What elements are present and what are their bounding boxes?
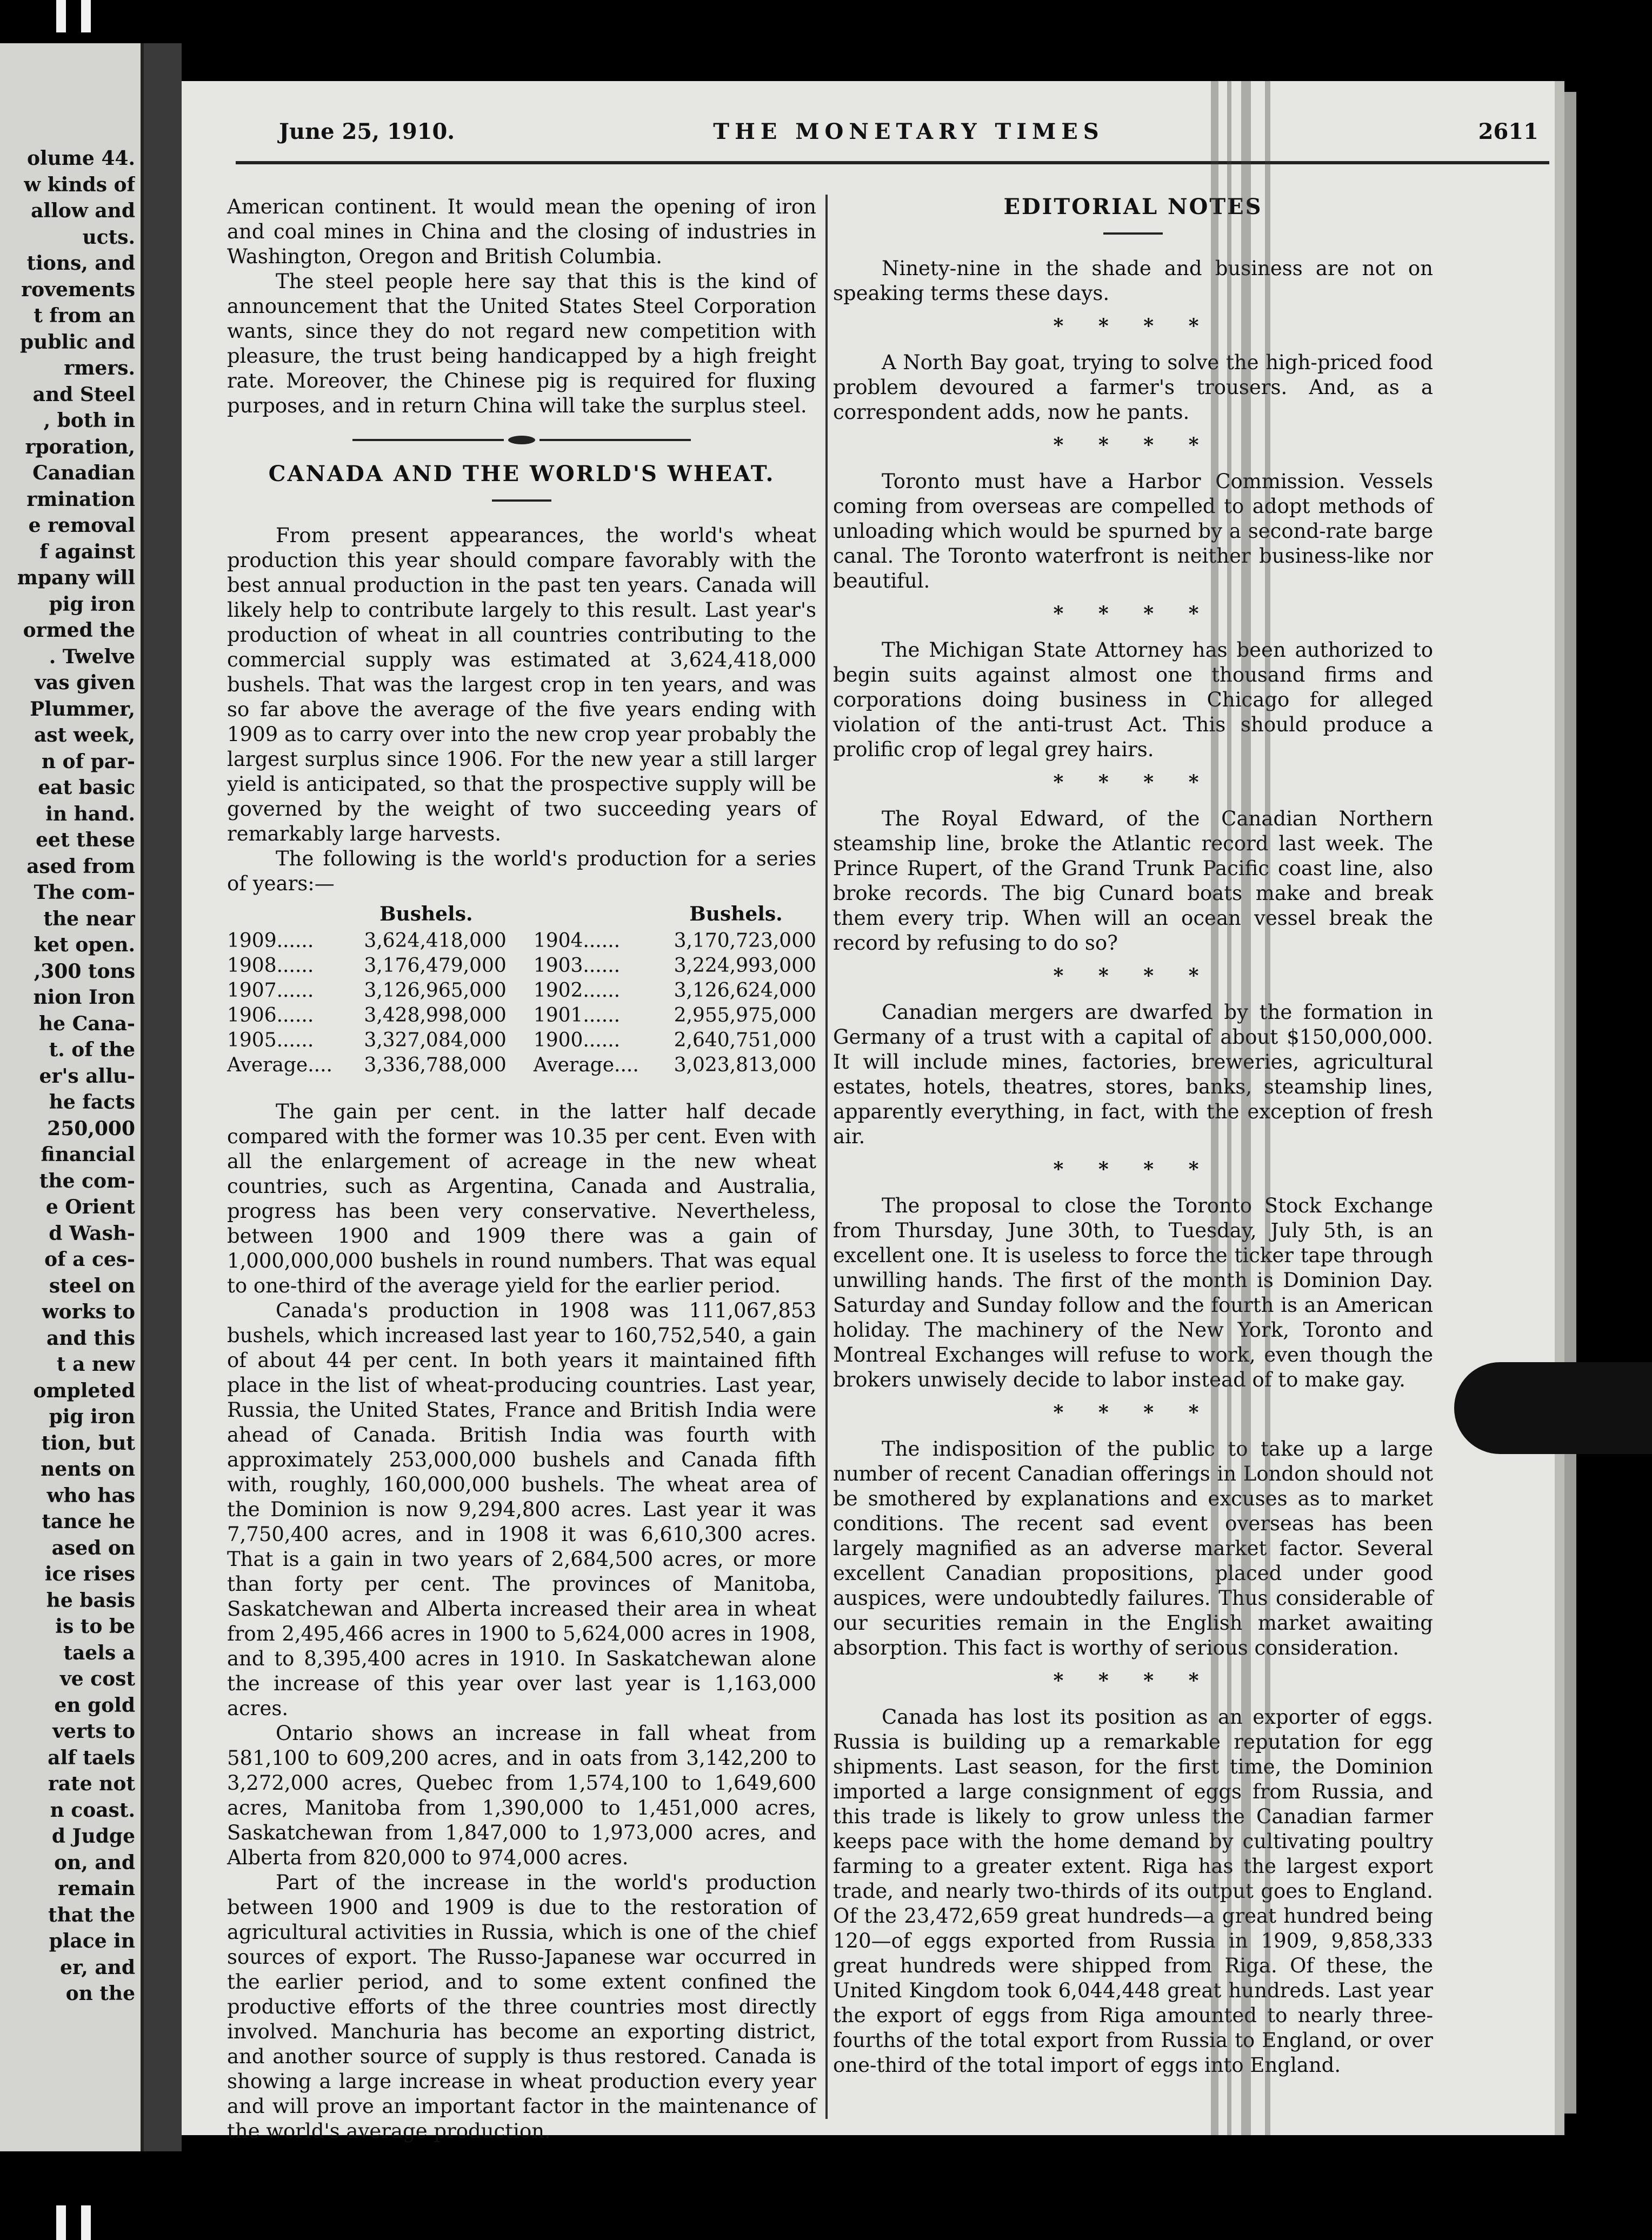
facing-page-text: ormed the <box>23 619 135 642</box>
facing-page-text: who has <box>46 1484 135 1507</box>
year-cell: 1906...... <box>227 1004 314 1026</box>
facing-page-text: pig iron <box>49 592 135 616</box>
film-mark-top <box>81 0 91 32</box>
continued-paragraph: American continent. It would mean the opening of iron and coal mines in China and the closing of industries in Washington, Oregon and British Columbia. <box>227 195 816 268</box>
facing-page-text: vas given <box>35 671 135 694</box>
issue-date: June 25, 1910. <box>279 119 455 144</box>
facing-page-text: works to <box>42 1301 135 1323</box>
value-cell: 3,624,418,000 <box>364 930 507 952</box>
paragraph: The gain per cent. in the latter half decade compared with the former was 10.35 per cent. Even with all the enlargement of acreage in the new wheat countries, such as Argentina, Canada and Australia, progress has been very conservative. Nevertheless, between 1900 and 1909 there was a gain of 1,000,000,000 bushels in round numbers. That was equal to one-third of the average yield for the earlier period. <box>227 1100 816 1297</box>
column-divider <box>825 195 828 2119</box>
film-mark-bottom <box>81 2205 91 2240</box>
book-gutter <box>144 43 182 2151</box>
value-cell: 3,224,993,000 <box>674 955 816 977</box>
scan-streak <box>1265 81 1270 2135</box>
facing-page-text: olume 44. <box>26 147 135 170</box>
year-cell: Average.... <box>227 1054 332 1076</box>
year-cell: 1904...... <box>533 930 621 952</box>
editorial-note: Canadian mergers are dwarfed by the formation in Germany of a trust with a capital of about $150,000,000. It will include mines, factories, breweries, agricultural estates, hotels, theatres, stores, banks, steamship lines, apparently everything, in fact, with the exception of fresh air. <box>833 1001 1433 1148</box>
facing-page-text: rmination <box>26 488 135 511</box>
heading-rule <box>492 499 551 502</box>
facing-page-text: he facts <box>49 1091 135 1114</box>
facing-page-text: rovements <box>21 278 135 301</box>
facing-page-text: that the <box>48 1903 135 1926</box>
facing-page-text: n coast. <box>50 1798 135 1822</box>
facing-page-text: the near <box>43 907 135 930</box>
value-cell: 3,336,788,000 <box>364 1054 507 1076</box>
facing-page-fragment <box>0 43 144 2151</box>
facing-page-text: the com- <box>39 1169 135 1192</box>
year-cell: Average.... <box>533 1054 639 1076</box>
star-separator: * * * * <box>1053 602 1213 625</box>
facing-page-text: tion, but <box>41 1431 135 1455</box>
editorial-note: The Royal Edward, of the Canadian Northern steamship line, broke the Atlantic record last week. The Prince Rupert, of the Grand Trunk Pacific coast line, also broke records. The big Cunard boats make and break them every trip. When will an ocean vessel break the record by refusing to do so? <box>833 807 1433 955</box>
table-row <box>227 978 816 1003</box>
facing-page-text: alf taels <box>48 1746 135 1769</box>
facing-page-text: ,300 tons <box>34 959 135 983</box>
facing-page-text: on the <box>65 1982 135 2005</box>
star-separator: * * * * <box>1053 1158 1213 1181</box>
newspaper-page <box>182 81 1564 2143</box>
star-separator: * * * * <box>1053 434 1213 456</box>
heading-rule <box>1103 232 1163 235</box>
facing-page-text: and this <box>46 1326 135 1350</box>
facing-page-text: remain <box>57 1877 135 1900</box>
film-mark-bottom <box>56 2205 66 2240</box>
publication-title: THE MONETARY TIMES <box>713 119 1104 144</box>
facing-page-text: he Cana- <box>38 1012 135 1035</box>
facing-page-text: eat basic <box>38 776 135 799</box>
value-cell: 3,126,965,000 <box>364 979 507 1002</box>
facing-page-text: ased from <box>26 855 135 878</box>
facing-page-text: rmers. <box>64 357 135 379</box>
facing-page-text: t a new <box>56 1353 135 1376</box>
right-column <box>833 195 1433 2078</box>
facing-page-text: place in <box>49 1930 135 1952</box>
facing-page-text: allow and <box>31 199 135 222</box>
column-header: Bushels. <box>379 903 473 925</box>
value-cell: 3,327,084,000 <box>364 1029 507 1051</box>
scan-streak <box>1211 81 1218 2135</box>
table-row <box>227 954 816 978</box>
table-row <box>227 1053 816 1078</box>
facing-page-text: en gold <box>54 1694 135 1717</box>
facing-page-text: ice rises <box>44 1563 135 1585</box>
article-heading: CANADA AND THE WORLD'S WHEAT. <box>268 461 775 486</box>
facing-page-text: t. of the <box>49 1038 135 1061</box>
value-cell: 3,023,813,000 <box>674 1054 816 1076</box>
value-cell: 2,640,751,000 <box>674 1029 816 1051</box>
facing-page-text: e Orient <box>45 1196 135 1218</box>
facing-page-text: nents on <box>41 1458 135 1481</box>
year-cell: 1901...... <box>533 1004 621 1026</box>
facing-page-text: public and <box>20 330 135 354</box>
facing-page-text: d Judge <box>51 1825 135 1848</box>
left-column <box>227 195 816 2144</box>
facing-page-text: eet these <box>36 829 135 851</box>
facing-page-text: n of par- <box>41 750 135 773</box>
facing-page-text: Canadian <box>32 462 135 484</box>
star-separator: * * * * <box>1053 1669 1213 1692</box>
facing-page-text: nion Iron <box>33 986 135 1009</box>
thumb-shadow <box>1454 1362 1652 1454</box>
editorial-note: A North Bay goat, trying to solve the high-priced food problem devoured a farmer's trousers. And, as a correspondent adds, now he pants. <box>833 351 1433 424</box>
editorial-note: The Michigan State Attorney has been authorized to begin suits against almost one thousand firms and corporations doing business in Chicago for alleged violation of the anti-trust Act. This should produce a prolific crop of legal grey hairs. <box>833 638 1433 761</box>
year-cell: 1903...... <box>533 955 621 977</box>
table-row <box>227 929 816 954</box>
facing-page-text: e removal <box>28 514 135 537</box>
facing-page-text: t from an <box>34 304 135 327</box>
facing-page-text: The com- <box>34 881 135 904</box>
facing-page-text: ased on <box>51 1536 135 1559</box>
page-header <box>279 119 1538 162</box>
year-cell: 1905...... <box>227 1029 314 1051</box>
section-ornament <box>227 426 816 451</box>
facing-page-text: Plummer, <box>30 697 135 721</box>
table-row <box>227 1003 816 1028</box>
star-separator: * * * * <box>1053 964 1213 987</box>
scan-streak <box>1227 81 1231 2135</box>
editorial-note: Canada has lost its position as an exporter of eggs. Russia is building up a remarkable reputation for egg shipments. Last season, for the first time, the Dominion imported a large consignment of eggs from Russia, and this trade is likely to grow unless the Canadian farmer keeps pace with the home demand by cultivating poultry farming to a greater extent. Riga has the largest export trade, and nearly two-thirds of its output goes to England. Of the 23,472,659 great hundreds—a great hundred being 120—of eggs exported from Russia in 1909, 9,858,333 great hundreds were shipped from Riga. Of these, the United Kingdom took 6,044,448 great hundreds. Last year the export of eggs from Riga amounted to nearly three-fourths of the total export from Russia to England, or over one-third of the total import of eggs into England. <box>833 1705 1433 2077</box>
year-cell: 1908...... <box>227 955 314 977</box>
facing-page-text: he basis <box>46 1589 135 1612</box>
facing-page-text: is to be <box>55 1615 135 1638</box>
year-cell: 1907...... <box>227 979 314 1002</box>
facing-page-text: rporation, <box>25 435 135 458</box>
star-separator: * * * * <box>1053 315 1213 337</box>
editorial-notes-heading: EDITORIAL NOTES <box>1003 194 1263 219</box>
star-separator: * * * * <box>1053 1401 1213 1424</box>
facing-page-text: ast week, <box>34 724 135 746</box>
star-separator: * * * * <box>1053 771 1213 794</box>
value-cell: 2,955,975,000 <box>674 1004 816 1026</box>
facing-page-text: tance he <box>42 1510 135 1533</box>
paragraph: The steel people here say that this is the kind of announcement that the United States Steel Corporation wants, since they do not regard new competition with pleasure, the trust being handicapped by a high freight rate. Moreover, the Chinese pig is required for fluxing purposes, and in return China will take the surplus steel. <box>227 270 816 417</box>
value-cell: 3,170,723,000 <box>674 930 816 952</box>
editorial-note: The proposal to close the Toronto Stock Exchange from Thursday, June 30th, to Tuesday, July 5th, is an excellent one. It is useless to force the ticker tape through unwilling hands. The first of the month is Dominion Day. Saturday and Sunday follow and the fourth is an American holiday. The machinery of the New York, Toronto and Montreal Exchanges will refuse to work, even though the brokers unwisely decide to labor instead of to make gay. <box>833 1194 1433 1391</box>
facing-page-text: and Steel <box>32 383 135 406</box>
facing-page-text: rate not <box>48 1772 135 1795</box>
header-rule <box>236 161 1549 164</box>
value-cell: 3,126,624,000 <box>674 979 816 1002</box>
facing-page-text: financial <box>41 1143 135 1166</box>
facing-page-text: er's allu- <box>39 1064 135 1088</box>
facing-page-text: in hand. <box>45 802 135 825</box>
paragraph: Canada's production in 1908 was 111,067,853 bushels, which increased last year to 160,752,540, a gain of about 44 per cent. In both years it maintained fifth place in the list of wheat-producing countries. Last year, Russia, the United States, France and British India were ahead of Canada. British India was fourth with approximately 253,000,000 bushels and Canada fifth with, roughly, 160,000,000 bushels. The wheat area of the Dominion is now 9,294,800 acres. Last year it was 7,750,400 acres, and in 1908 it was 6,610,300 acres. That is a gain in two years of 2,684,500 acres, or more than forty per cent. The provinces of Manitoba, Saskatchewan and Alberta increased their area in wheat from 2,495,466 acres in 1900 to 5,624,000 acres in 1908, and to 8,395,400 acres in 1910. In Saskatchewan alone the increase of this year over last year is 1,163,000 acres. <box>227 1299 816 1720</box>
scan-streak <box>1241 81 1251 2135</box>
year-cell: 1900...... <box>533 1029 621 1051</box>
wheat-production-table <box>227 899 816 1078</box>
editorial-note: The indisposition of the public to take up a large number of recent Canadian offerings in London should not be smothered by explanations and excuses as to market conditions. The recent sad event overseas has been largely magnified as an adverse market factor. Several excellent Canadian propositions, placed under good auspices, were undoubtedly failures. Thus considerable of our securities remain in the English market awaiting absorption. This fact is worthy of serious consideration. <box>833 1437 1433 1659</box>
facing-page-text: , both in <box>43 409 135 432</box>
facing-page-text: er, and <box>60 1956 135 1979</box>
page-number: 2611 <box>1478 119 1538 144</box>
facing-page-text: d Wash- <box>49 1222 135 1245</box>
paragraph: Ontario shows an increase in fall wheat from 581,100 to 609,200 acres, and in oats from 3,142,200 to 3,272,000 acres, Quebec from 1,574,100 to 1,649,600 acres, Manitoba from 1,390,000 to 1,451,000 acres, Saskatchewan from 1,847,000 to 1,973,000 acres, and Alberta from 820,000 to 974,000 acres. <box>227 1722 816 1869</box>
facing-page-text: ompleted <box>33 1379 135 1402</box>
facing-page-text: verts to <box>52 1720 135 1743</box>
year-cell: 1909...... <box>227 930 314 952</box>
facing-page-text: pig iron <box>49 1405 135 1428</box>
value-cell: 3,176,479,000 <box>364 955 507 977</box>
facing-page-text: ve cost <box>59 1668 135 1690</box>
facing-page-text: of a ces- <box>44 1248 135 1271</box>
paragraph: From present appearances, the world's wheat production this year should compare favorably with the best annual production in the past ten years. Canada will likely help to contribute largely to this result. Last year's production of wheat in all countries contributing to the commercial supply was estimated at 3,624,418,000 bushels. That was the largest crop in ten years, and was so far above the average of the five years ending with 1909 as to carry over into the new crop year probably the largest surplus since 1906. For the new year a still larger yield is anticipated, so that the prospective supply will be governed by the weight of two succeeding years of remarkably large harvests. <box>227 524 816 845</box>
facing-page-text: w kinds of <box>24 173 135 196</box>
editorial-note: Ninety-nine in the shade and business are not on speaking terms these days. <box>833 257 1433 305</box>
value-cell: 3,428,998,000 <box>364 1004 507 1026</box>
facing-page-text: mpany will <box>17 566 135 589</box>
facing-page-text: ket open. <box>34 934 135 956</box>
facing-page-text: taels a <box>63 1641 135 1664</box>
film-mark-top <box>56 0 66 32</box>
facing-page-text: steel on <box>49 1274 135 1297</box>
column-header: Bushels. <box>689 903 783 925</box>
facing-page-text: on, and <box>54 1851 135 1874</box>
facing-page-text: ucts. <box>82 225 135 249</box>
editorial-notes-list <box>833 256 1433 2078</box>
year-cell: 1902...... <box>533 979 621 1002</box>
facing-page-text: f against <box>39 540 135 563</box>
facing-page-text: . Twelve <box>49 645 135 668</box>
editorial-note: Toronto must have a Harbor Commission. Vessels coming from overseas are compelled to adopt methods of unloading which would be spurned by a second-rate barge canal. The Toronto waterfront is neither business-like nor beautiful. <box>833 470 1433 592</box>
facing-page-text: 250,000 <box>47 1117 135 1140</box>
paragraph: The following is the world's production for a series of years:— <box>227 847 816 895</box>
page-edge <box>1564 92 1576 2114</box>
table-row <box>227 1028 816 1053</box>
paragraph: Part of the increase in the world's production between 1900 and 1909 is due to the restoration of agricultural activities in Russia, which is one of the chief sources of export. The Russo-Japanese war occurred in the earlier period, and to some extent confined the productive efforts of the three countries most directly involved. Manchuria has become an exporting district, and another source of supply is thus restored. Canada is showing a large increase in wheat production every year and will prove an important factor in the maintenance of the world's average production. <box>227 1871 816 2143</box>
facing-page-text: tions, and <box>26 252 135 275</box>
